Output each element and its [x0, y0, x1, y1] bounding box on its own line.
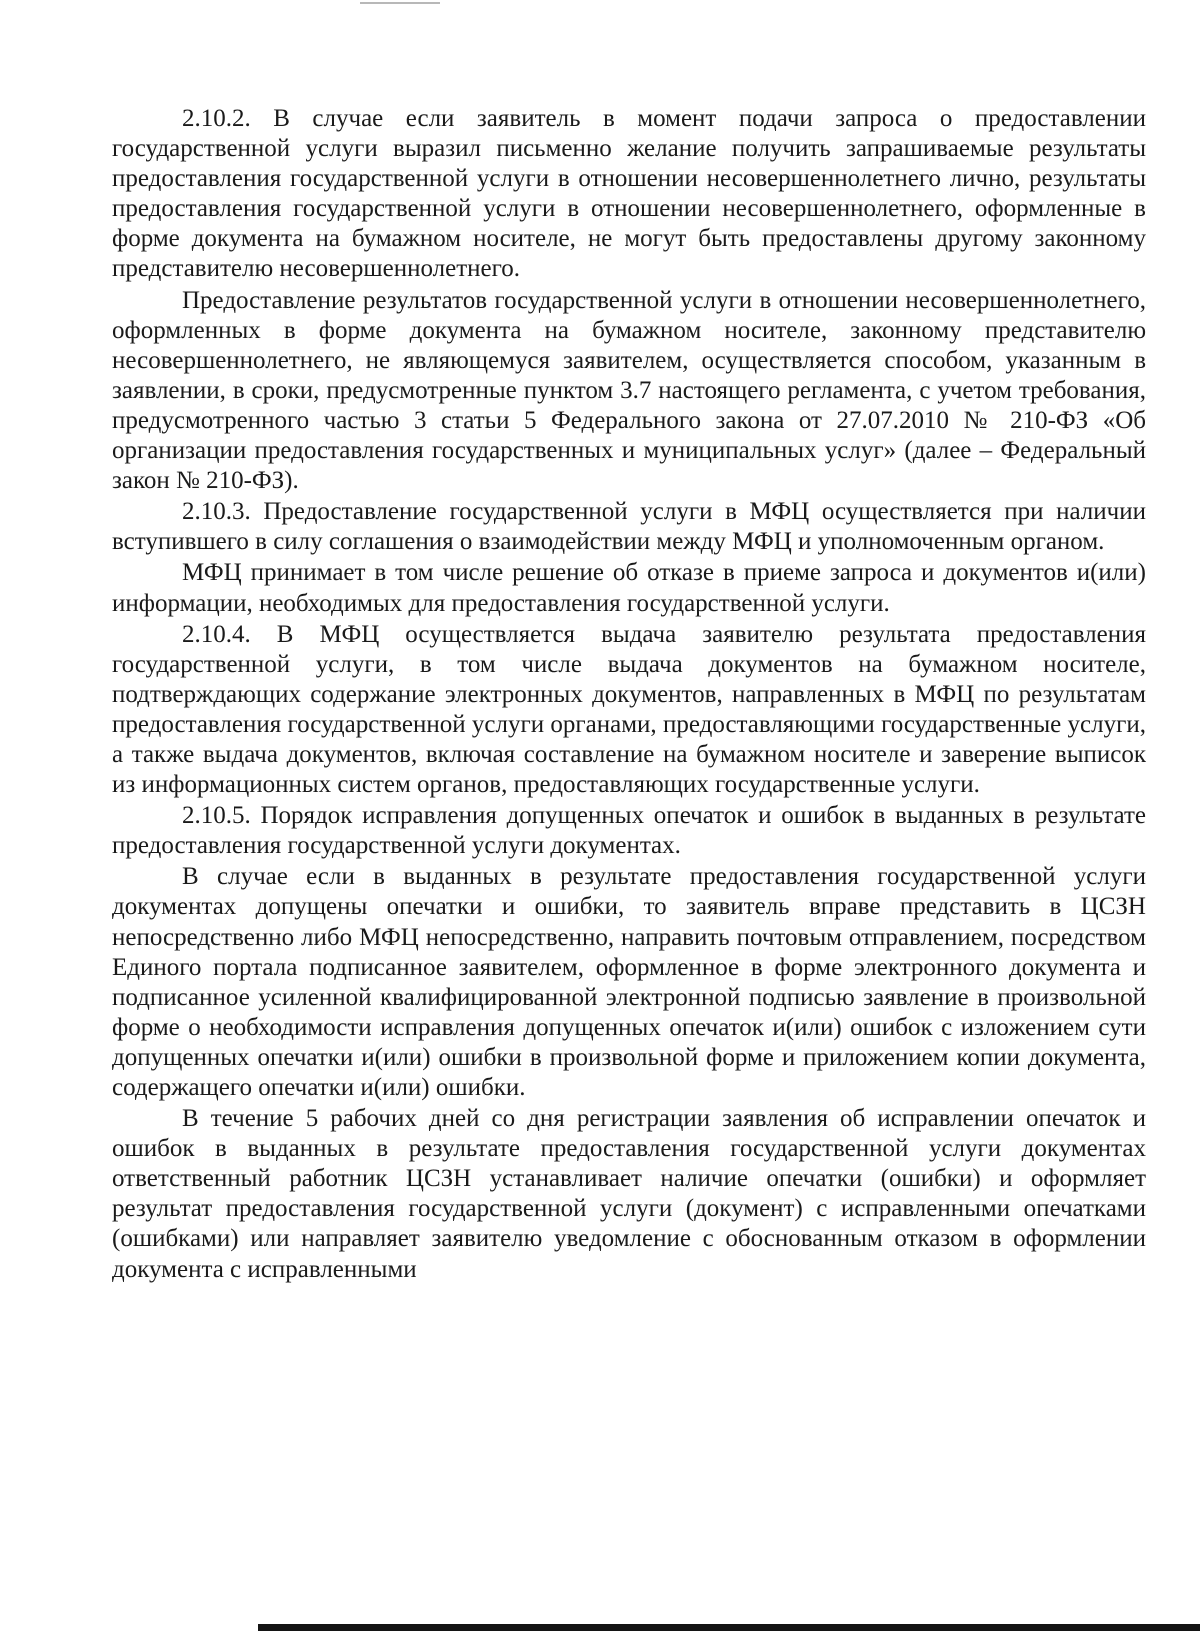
- paragraph-mfc-refusal: МФЦ принимает в том числе решение об отказе в приеме запроса и документов и(или) информации, необходимых для предоставления государственной услуги.: [112, 559, 1146, 617]
- paragraph-representative-delivery: Предоставление результатов государственной услуги в отношении несовершеннолетнего, оформленных в форме документа на бумажном носителе, законному представителю несовершеннолетнего, не являющемуся заявителем, осуществляется способом, указанным в заявлении, в сроки, предусмотренные пунктом 3.7 настоящего регламента, с учетом требования, предусмотренного частью 3 статьи 5 Федерального закона от 27.07.2010 № 210-ФЗ «Об организации предоставления государственных и муниципальных услуг» (далее – Федеральный закон № 210-ФЗ).: [112, 286, 1146, 495]
- paragraph-2-10-2: 2.10.2. В случае если заявитель в момент подачи запроса о предоставлении государственной услуги выразил письменно желание получить запрашиваемые результаты предоставления государственной услуги в отношении несовершеннолетнего лично, результаты предоставления государственной услуги в отношении несовершеннолетнего, оформленные в форме документа на бумажном носителе, не могут быть предоставлены другому законному представителю несовершеннолетнего.: [112, 105, 1146, 283]
- scan-bottom-edge: [258, 1624, 1200, 1631]
- paragraph-2-10-5: 2.10.5. Порядок исправления допущенных опечаток и ошибок в выданных в результате предоставления государственной услуги документах.: [112, 802, 1146, 860]
- paragraph-correction-deadline: В течение 5 рабочих дней со дня регистрации заявления об исправлении опечаток и ошибок в выданных в результате предоставления государственной услуги документах ответственный работник ЦСЗН устанавливает наличие опечатки (ошибки) и оформляет результат предоставления государственной услуги (документ) с исправленными опечатками (ошибками) или направляет заявителю уведомление с обоснованным отказом в оформлении документа с исправленными: [112, 1105, 1146, 1283]
- paragraph-2-10-3: 2.10.3. Предоставление государственной услуги в МФЦ осуществляется при наличии вступившего в силу соглашения о взаимодействии между МФЦ и уполномоченным органом.: [112, 498, 1146, 556]
- scan-mark: [360, 2, 440, 4]
- paragraph-2-10-4: 2.10.4. В МФЦ осуществляется выдача заявителю результата предоставления государственной услуги, в том числе выдача документов на бумажном носителе, подтверждающих содержание электронных документов, направленных в МФЦ по результатам предоставления государственной услуги органами, предоставляющими государственные услуги, а также выдача документов, включая составление на бумажном носителе и заверение выписок из информационных систем органов, предоставляющих государственные услуги.: [112, 620, 1146, 799]
- paragraph-error-correction-request: В случае если в выданных в результате предоставления государственной услуги документах допущены опечатки и ошибки, то заявитель вправе представить в ЦСЗН непосредственно либо МФЦ непосредственно, направить почтовым отправлением, посредством Единого портала подписанное заявителем, оформленное в форме электронного документа и подписанное усиленной квалифицированной электронной подписью заявление в произвольной форме о необходимости исправления допущенных опечаток и(или) ошибок с изложением сути допущенных опечатки и(или) ошибки в произвольной форме и приложением копии документа, содержащего опечатки и(или) ошибки.: [112, 863, 1146, 1101]
- document-body: [112, 104, 1146, 1285]
